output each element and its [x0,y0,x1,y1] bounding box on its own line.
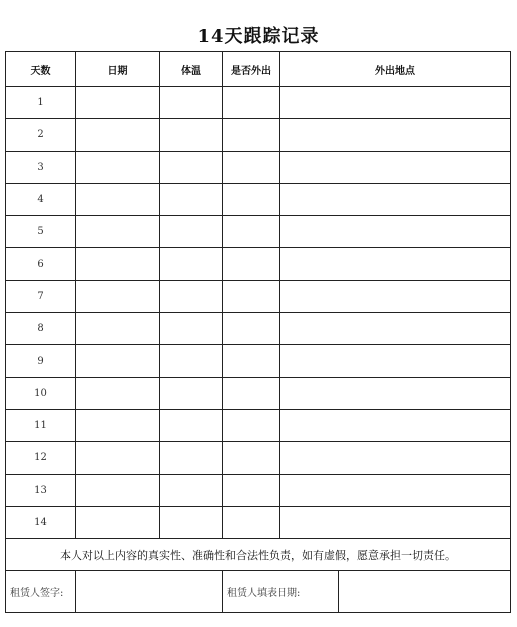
went-out-cell[interactable] [223,442,280,474]
location-cell[interactable] [280,280,511,312]
date-cell[interactable] [76,313,160,345]
went-out-cell[interactable] [223,280,280,312]
temperature-cell[interactable] [160,409,223,441]
page-title: 14天跟踪记录 [197,26,320,47]
location-cell[interactable] [280,248,511,280]
tenant-date-label: 租赁人填表日期: [223,571,339,613]
table-row [6,119,511,151]
location-cell[interactable] [280,183,511,215]
location-cell[interactable] [280,87,511,119]
went-out-cell[interactable] [223,151,280,183]
table-body [6,87,511,539]
header-date: 日期 [76,52,160,87]
header-went-out: 是否外出 [223,52,280,87]
day-number: 6 [6,248,76,280]
temperature-cell[interactable] [160,345,223,377]
header-temperature: 体温 [160,52,223,87]
tenant-sign-label: 租赁人签字: [6,571,76,613]
day-number: 1 [6,87,76,119]
table-row [6,345,511,377]
table-row [6,313,511,345]
tenant-date-field[interactable] [339,571,511,613]
header-row [6,52,511,87]
location-cell[interactable] [280,409,511,441]
table-row [6,409,511,441]
temperature-cell[interactable] [160,506,223,538]
table-row [6,377,511,409]
location-cell[interactable] [280,442,511,474]
temperature-cell[interactable] [160,313,223,345]
date-cell[interactable] [76,280,160,312]
date-cell[interactable] [76,377,160,409]
day-number: 5 [6,216,76,248]
day-number: 8 [6,313,76,345]
tenant-sign-field[interactable] [76,571,223,613]
went-out-cell[interactable] [223,377,280,409]
went-out-cell[interactable] [223,119,280,151]
table-row [6,151,511,183]
day-number: 10 [6,377,76,409]
temperature-cell[interactable] [160,280,223,312]
date-cell[interactable] [76,506,160,538]
table-row [6,280,511,312]
day-number: 13 [6,474,76,506]
table-row [6,183,511,215]
date-cell[interactable] [76,409,160,441]
temperature-cell[interactable] [160,183,223,215]
went-out-cell[interactable] [223,474,280,506]
table-row [6,506,511,538]
date-cell[interactable] [76,442,160,474]
location-cell[interactable] [280,151,511,183]
header-location: 外出地点 [280,52,511,87]
went-out-cell[interactable] [223,216,280,248]
temperature-cell[interactable] [160,377,223,409]
header-day: 天数 [6,52,76,87]
day-number: 9 [6,345,76,377]
went-out-cell[interactable] [223,506,280,538]
statement-text: 本人对以上内容的真实性、准确性和合法性负责，如有虚假，愿意承担一切责任。 [6,539,511,571]
temperature-cell[interactable] [160,216,223,248]
temperature-cell[interactable] [160,248,223,280]
day-number: 7 [6,280,76,312]
day-number: 2 [6,119,76,151]
date-cell[interactable] [76,183,160,215]
table-row [6,216,511,248]
statement-row [6,539,511,571]
location-cell[interactable] [280,377,511,409]
went-out-cell[interactable] [223,248,280,280]
signature-row [6,571,511,613]
date-cell[interactable] [76,87,160,119]
went-out-cell[interactable] [223,345,280,377]
day-number: 11 [6,409,76,441]
day-number: 12 [6,442,76,474]
location-cell[interactable] [280,474,511,506]
date-cell[interactable] [76,119,160,151]
day-number: 14 [6,506,76,538]
tracking-table [5,51,511,613]
table-row [6,248,511,280]
date-cell[interactable] [76,216,160,248]
table-row [6,474,511,506]
date-cell[interactable] [76,151,160,183]
temperature-cell[interactable] [160,119,223,151]
temperature-cell[interactable] [160,442,223,474]
table-row [6,87,511,119]
went-out-cell[interactable] [223,87,280,119]
day-number: 3 [6,151,76,183]
date-cell[interactable] [76,345,160,377]
table-row [6,442,511,474]
location-cell[interactable] [280,216,511,248]
day-number: 4 [6,183,76,215]
went-out-cell[interactable] [223,313,280,345]
location-cell[interactable] [280,313,511,345]
location-cell[interactable] [280,506,511,538]
temperature-cell[interactable] [160,151,223,183]
date-cell[interactable] [76,248,160,280]
went-out-cell[interactable] [223,183,280,215]
date-cell[interactable] [76,474,160,506]
temperature-cell[interactable] [160,474,223,506]
location-cell[interactable] [280,119,511,151]
temperature-cell[interactable] [160,87,223,119]
location-cell[interactable] [280,345,511,377]
went-out-cell[interactable] [223,409,280,441]
